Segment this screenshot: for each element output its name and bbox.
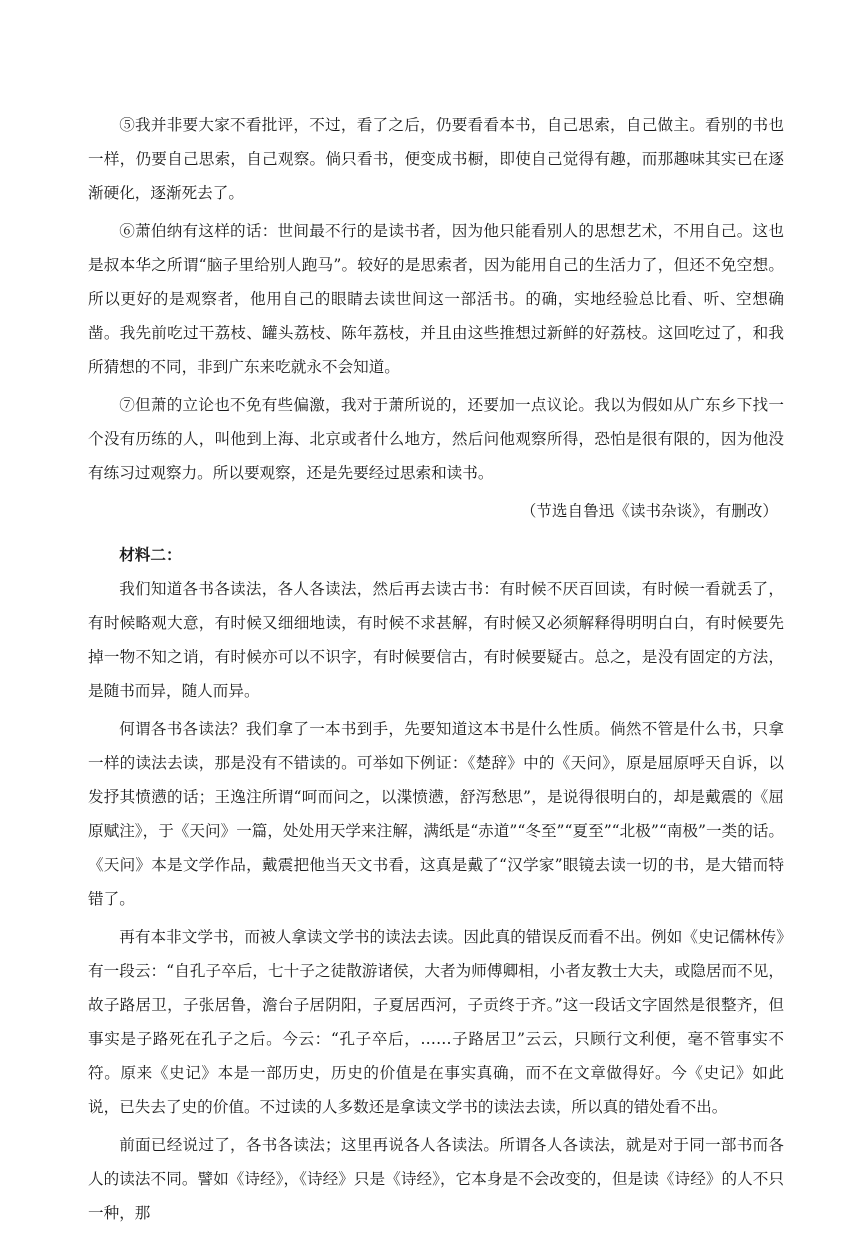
source-citation: （节选自鲁迅《读书杂谈》，有删改） [520,502,778,520]
material-2-paragraph-1: 我们知道各书各读法，各人各读法，然后再去读古书：有时候不厌百回读，有时候一看就丢了，有时候略观大意，有时候又细细地读，有时候不求甚解，有时候又必须解释得明明白白，有时候要先掉一物不知之诮，有时候亦可以不识字，有时候要信古，有时候要疑古。总之，是没有固定的方法，是随书而异，随人而异。 [88,580,784,700]
document-body [88,108,784,1234]
paragraph-7: ⑦但萧的立论也不免有些偏激，我对于萧所说的，还要加一点议论。我以为假如从广东乡下找一个没有历练的人，叫他到上海、北京或者什么地方，然后问他观察所得，恐怕是很有限的，因为他没有练习过观察力。所以要观察，还是先要经过思索和读书。 [88,396,784,482]
material-2-heading: 材料二： [119,545,182,564]
material-2-paragraph-3: 再有本非文学书，而被人拿读文学书的读法去读。因此真的错误反而看不出。例如《史记儒林传》有一段云：“自孔子卒后，七十子之徒散游诸侯，大者为师傅卿相，小者友教士大夫，或隐居而不见，故子路居卫，子张居鲁，澹台子居阴阳，子夏居西河，子贡终于齐。”这一段话文字固然是很整齐，但事实是子路死在孔子之后。今云：“孔子卒后，……子路居卫”云云，只顾行文利便，毫不管事实不符。原来《史记》本是一部历史，历史的价值是在事实真确，而不在文章做得好。今《史记》如此说，已失去了史的价值。不过读的人多数还是拿读文学书的读法去读，所以真的错处看不出。 [88,928,784,1116]
material-2-paragraph-2: 何谓各书各读法？我们拿了一本书到手，先要知道这本书是什么性质。倘然不管是什么书，只拿一样的读法去读，那是没有不错读的。可举如下例证：《楚辞》中的《天问》，原是屈原呼天自诉，以发抒其愤懑的话；王逸注所谓“呵而问之，以渫愤懑，舒泻愁思”，是说得很明白的，却是戴震的《屈原赋注》，于《天问》一篇，处处用天学来注解，满纸是“赤道”“冬至”“夏至”“北极”“南极”一类的话。《天问》本是文学作品，戴震把他当天文书看，这真是戴了“汉学家”眼镜去读一切的书，是大错而特错了。 [88,720,784,908]
paragraph-6: ⑥萧伯纳有这样的话：世间最不行的是读书者，因为他只能看别人的思想艺术，不用自己。这也是叔本华之所谓“脑子里给别人跑马”。较好的是思索者，因为能用自己的生活力了，但还不免空想。所以更好的是观察者，他用自己的眼睛去读世间这一部活书。的确，实地经验总比看、听、空想确凿。我先前吃过干荔枝、罐头荔枝、陈年荔枝，并且由这些推想过新鲜的好荔枝。这回吃过了，和我所猜想的不同，非到广东来吃就永不会知道。 [88,222,784,376]
material-2-paragraph-4: 前面已经说过了，各书各读法；这里再说各人各读法。所谓各人各读法，就是对于同一部书而各人的读法不同。譬如《诗经》，《诗经》只是《诗经》，它本身是不会改变的，但是读《诗经》的人不只一种，那 [88,1136,784,1222]
paragraph-5: ⑤我并非要大家不看批评，不过，看了之后，仍要看看本书，自己思索，自己做主。看别的书也一样，仍要自己思索，自己观察。倘只看书，便变成书橱，即使自己觉得有趣，而那趣味其实已在逐渐硬化，逐渐死去了。 [88,116,784,202]
